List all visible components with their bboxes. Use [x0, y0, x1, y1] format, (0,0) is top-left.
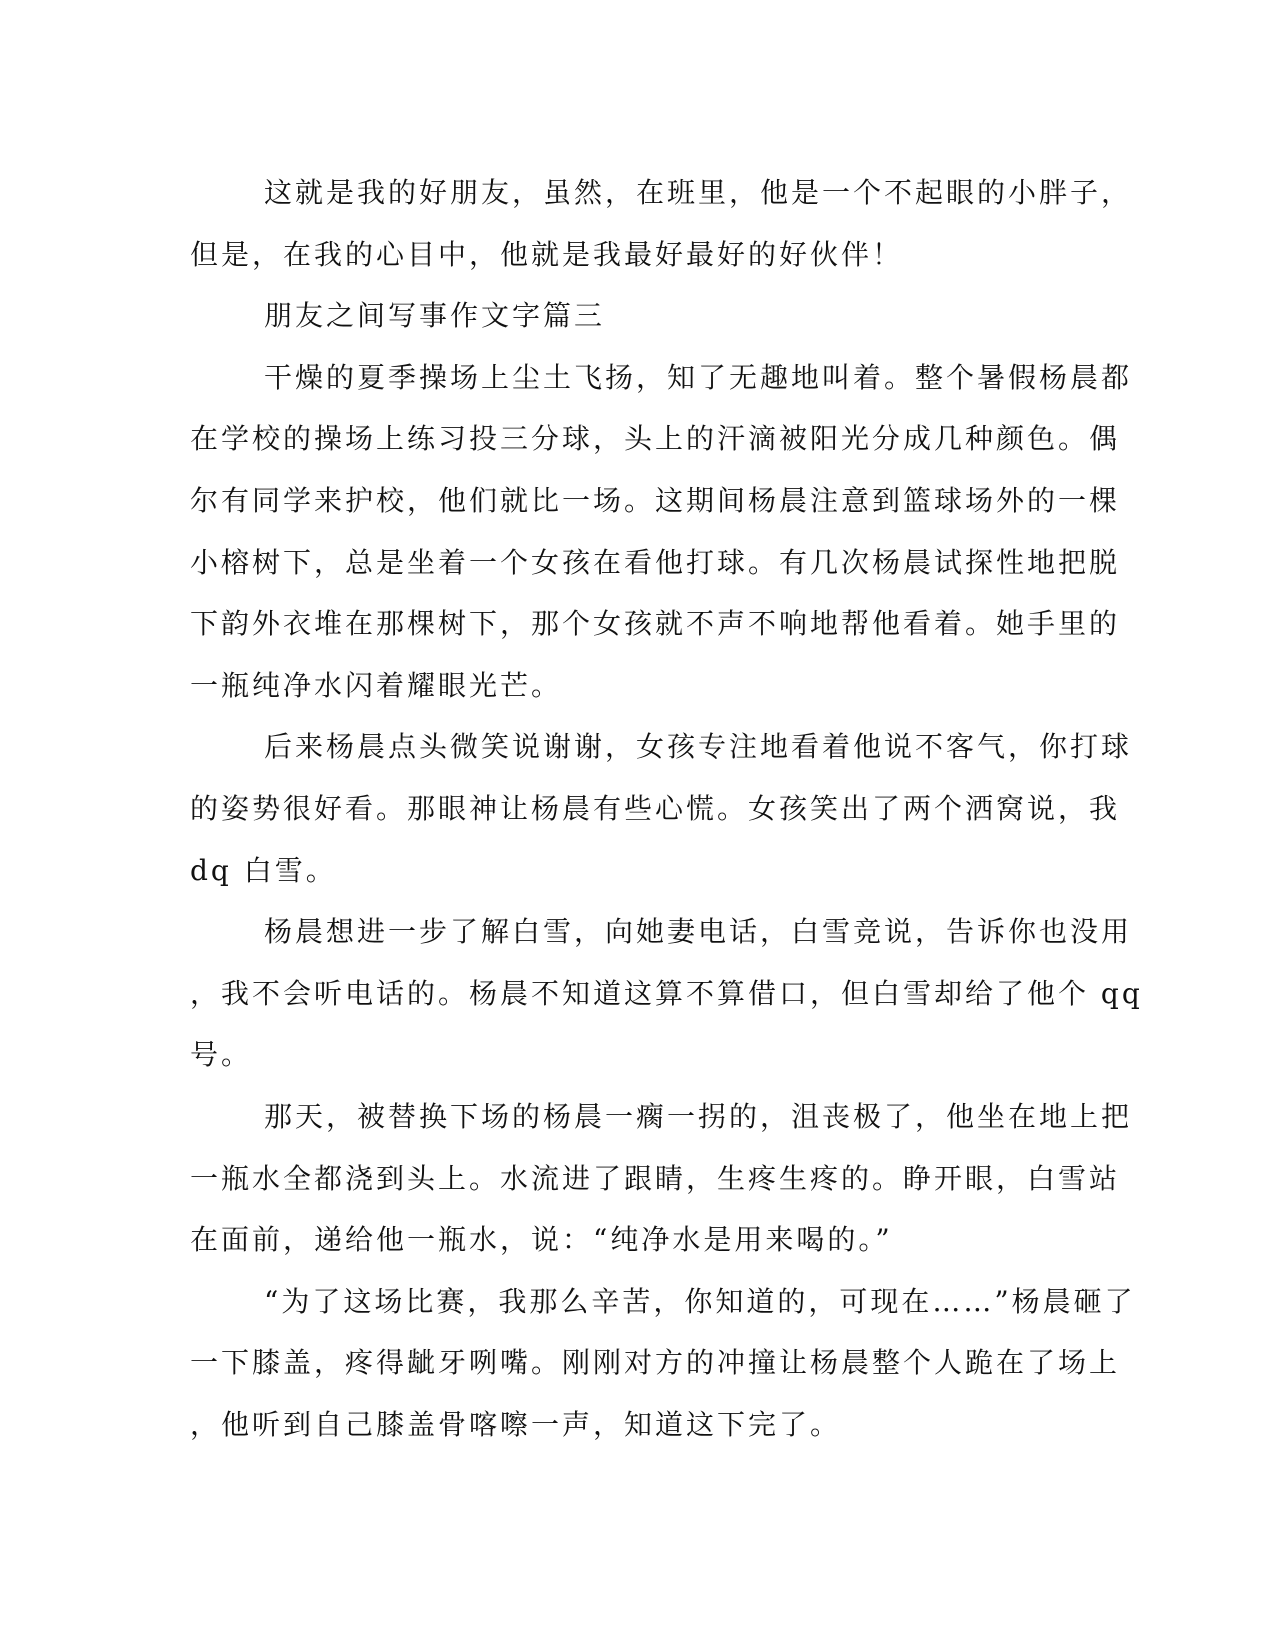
document-body	[190, 162, 1143, 1455]
text-line: 一瓶纯净水闪着耀眼光芒。	[190, 668, 563, 702]
text-line: 一瓶水全都浇到头上。水流进了跟睛，生疼生疼的。睁开眼，白雪站	[190, 1161, 1121, 1195]
text-line: 在面前，递给他一瓶水，说：“纯净水是用来喝的。”	[190, 1223, 893, 1257]
text-line: “为了这场比赛，我那么辛苦，你知道的，可现在……”杨晨砸了	[264, 1284, 1136, 1318]
text-line: 下韵外衣堆在那棵树下，那个女孩就不声不响地帮他看着。她手里的	[190, 607, 1121, 641]
text-line: 在学校的操场上练习投三分球，头上的汗滴被阳光分成几种颜色。偶	[190, 422, 1121, 456]
text-line: 一下膝盖，疼得龇牙咧嘴。刚刚对方的冲撞让杨晨整个人跪在了场上	[190, 1346, 1121, 1380]
text-line: 那天，被替换下场的杨晨一瘸一拐的，沮丧极了，他坐在地上把	[264, 1099, 1133, 1133]
text-line: 尔有同学来护校，他们就比一场。这期间杨晨注意到篮球场外的一棵	[190, 483, 1121, 517]
text-line: 但是，在我的心目中，他就是我最好最好的好伙伴！	[190, 237, 904, 271]
text-line: 干燥的夏季操场上尘土飞扬，知了无趣地叫着。整个暑假杨晨都	[264, 360, 1133, 394]
text-line: 的姿势很好看。那眼神让杨晨有些心慌。女孩笑出了两个洒窝说，我	[190, 791, 1121, 825]
text-line: 小榕树下，总是坐着一个女孩在看他打球。有几次杨晨试探性地把脱	[190, 545, 1121, 579]
text-line: 杨晨想进一步了解白雪，向她妻电话，白雪竞说，告诉你也没用	[264, 915, 1133, 949]
text-line: 这就是我的好朋友，虽然，在班里，他是一个不起眼的小胖子，	[264, 176, 1133, 209]
text-line: dq 白雪。	[190, 853, 337, 887]
text-line: 号。	[190, 1038, 253, 1072]
text-line: ，他听到自己膝盖骨喀嚓一声，知道这下完了。	[190, 1407, 842, 1441]
section-heading: 朋友之间写事作文字篇三	[264, 299, 606, 333]
text-line: 后来杨晨点头微笑说谢谢，女孩专注地看着他说不客气，你打球	[264, 730, 1133, 764]
text-line: ，我不会听电话的。杨晨不知道这算不算借口，但白雪却给了他个 qq	[190, 976, 1143, 1010]
